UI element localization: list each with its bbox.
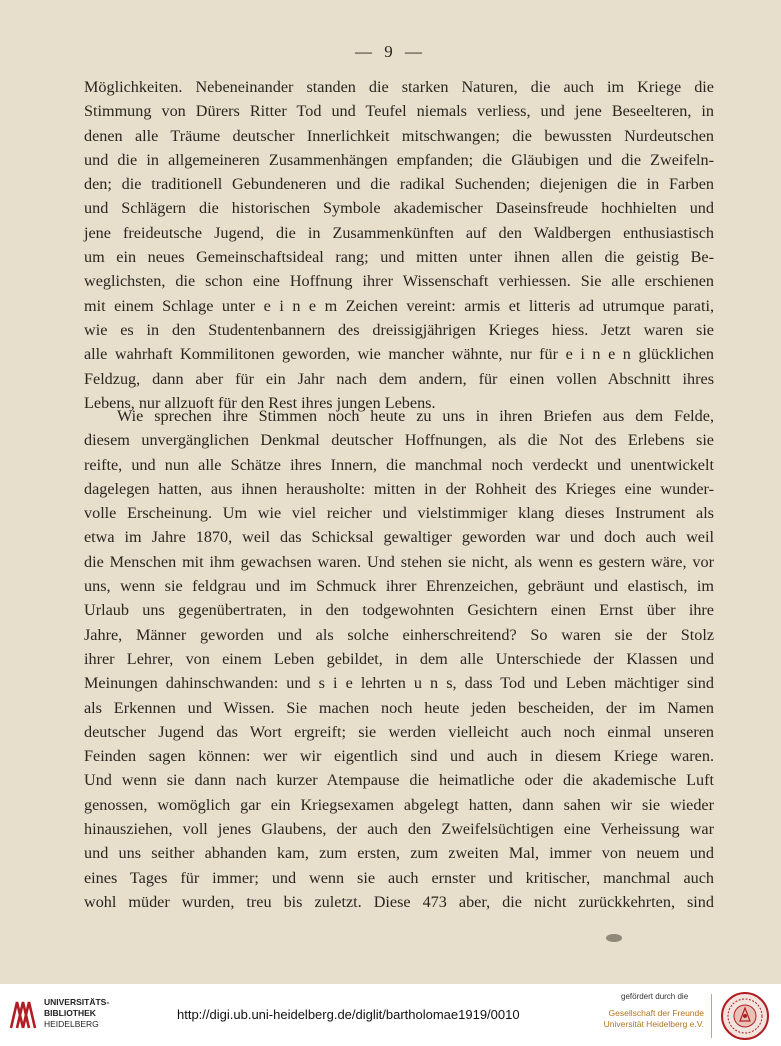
text-line: wie es in den Studentenbannern des dreissigjährigen Krieges hiess. Jetzt waren sie [84,320,714,339]
text-line: hinausziehen, voll jenes Glaubens, der auch den Zweifelsüchtigen eine Verheissung war [84,820,714,839]
text-line: als Erkennen und Wissen. Sie machen noch heute jeden bescheiden, der im Namen [84,698,714,717]
text-line: volle Erscheinung. Um wie viel reicher und vielstimmiger klang dieses Instrument als [84,504,714,523]
text-line: Meinungen dahinschwanden: und s i e lehrten u n s, dass Tod und Leben mächtiger sind [84,674,714,693]
text-line: Feldzug, dann aber für ein Jahr nach dem andern, für einen vollen Abschnitt ihres [84,369,714,388]
text-line: Stimmung von Dürers Ritter Tod und Teufel niemals verliess, und jene Beseelteren, in [84,102,714,121]
text-line: den; die traditionell Gebundeneren und die radikal Suchenden; diejenigen die in Farben [84,175,714,194]
text-line: deutscher Jugend das Wort ergreift; sie werden vielleicht auch noch einmal unseren [84,722,714,741]
text-line: genossen, womöglich gar ein Kriegsexamen abgelegt hatten, dann sahen wir sie wieder [84,795,714,814]
paragraph-2 [84,404,714,914]
text-line: reifte, und nun alle Schätze ihres Innern, die manchmal noch verdeckt und unentwickelt [84,455,714,474]
library-name-line: UNIVERSITÄTS- [44,997,110,1007]
text-line: alle wahrhaft Kommilitonen geworden, wie mancher wähnte, nur für e i n e n glücklichen [84,345,714,364]
ink-smudge [606,934,622,942]
permalink-url[interactable]: http://digi.ub.uni-heidelberg.de/diglit/bartholomae1919/0010 [177,1007,520,1022]
text-line: dagelegen hatten, aus ihnen herausholte: mitten in der Rohheit des Krieges eine wunder- [84,479,714,498]
library-name-line: HEIDELBERG [44,1019,99,1029]
text-line: Urlaub uns gegenübertraten, in den todgewohnten Gesichtern einen Ernst über ihre [84,601,714,620]
text-line: Feinden sagen können: wer wir eigentlich sind und auch in diesem Kriege waren. [84,747,714,766]
text-line: Lebens, nur allzuoft für den Rest ihres jungen Lebens. [84,393,436,412]
text-line: jene freideutsche Jugend, die in Zusammenkünften auf den Waldbergen enthusiastisch [84,223,714,242]
sponsor-name-line: Universität Heidelberg e.V. [603,1019,704,1029]
sponsor-name-line: Gesellschaft der Freunde [608,1008,704,1018]
sponsor-caption: gefördert durch die [621,992,689,1001]
text-line: die Menschen mit ihm gewachsen waren. Und stehen sie nicht, als wenn es gestern wäre, vor [84,552,714,571]
text-line: mit einem Schlage unter e i n e m Zeichen vereint: armis et litteris ad utrumque parati, [84,296,714,315]
university-seal-icon[interactable] [720,991,770,1041]
footer-bar [0,984,781,1046]
text-line: Jahre, Männer geworden und als solche einherschreitend? So waren sie der Stolz [84,625,714,644]
divider [711,994,712,1038]
text-line: denen alle Träume deutscher Innerlichkeit mitschwangen; die bewussten Nurdeutschen [84,126,714,145]
text-line: ihrer Lehrer, von einem Leben gebildet, in dem alle Unterschiede der Klassen und [84,649,714,668]
text-line: um ein neues Gemeinschaftsideal rang; und mitten unter ihnen allen die geistig Be- [84,248,714,267]
text-line: Und wenn sie dann nach kurzer Atempause die heimatliche oder die akademische Luft [84,771,714,790]
sponsor-name [596,1008,704,1030]
text-line: Möglichkeiten. Nebeneinander standen die starken Naturen, die auch im Kriege die [84,78,714,96]
text-line: und uns seither abhanden kam, zum ersten, zum zweiten Mal, immer von neuem und [84,844,714,863]
text-line: uns, wenn sie feldgrau und im Schmuck ihrer Ehrenzeichen, gebräunt und elastisch, im [84,577,714,596]
text-line: weglichsten, die schon eine Hoffnung ihrer Wissenschaft verhiessen. Sie alle erschienen [84,272,714,291]
text-line: und die in allgemeineren Zusammenhängen empfanden; die Gläubigen und die Zweifeln- [84,150,714,169]
library-name-line: BIBLIOTHEK [44,1008,96,1018]
library-name [44,997,109,1030]
university-library-logo-icon[interactable] [8,998,40,1032]
page-number: — 9 — [355,42,426,61]
text-line: eines Tages für immer; und wenn sie auch ernster und kritischer, manchmal auch [84,868,714,887]
paragraph-1 [84,75,714,415]
text-line: etwa im Jahre 1870, weil das Schicksal gewaltiger geworden war und doch auch weil [84,528,714,547]
text-line: und Schlägern die historischen Symbole akademischer Daseinsfreude hochhielten und [84,199,714,218]
text-line: Wie sprechen ihre Stimmen noch heute zu uns in ihren Briefen aus dem Felde, [117,407,714,425]
text-line: wohl müder wurden, treu bis zuletzt. Diese 473 aber, die nicht zurückkehrten, sind [84,892,714,911]
text-line: diesem unvergänglichen Denkmal deutscher Hoffnungen, als die Not des Erlebens sie [84,431,714,450]
